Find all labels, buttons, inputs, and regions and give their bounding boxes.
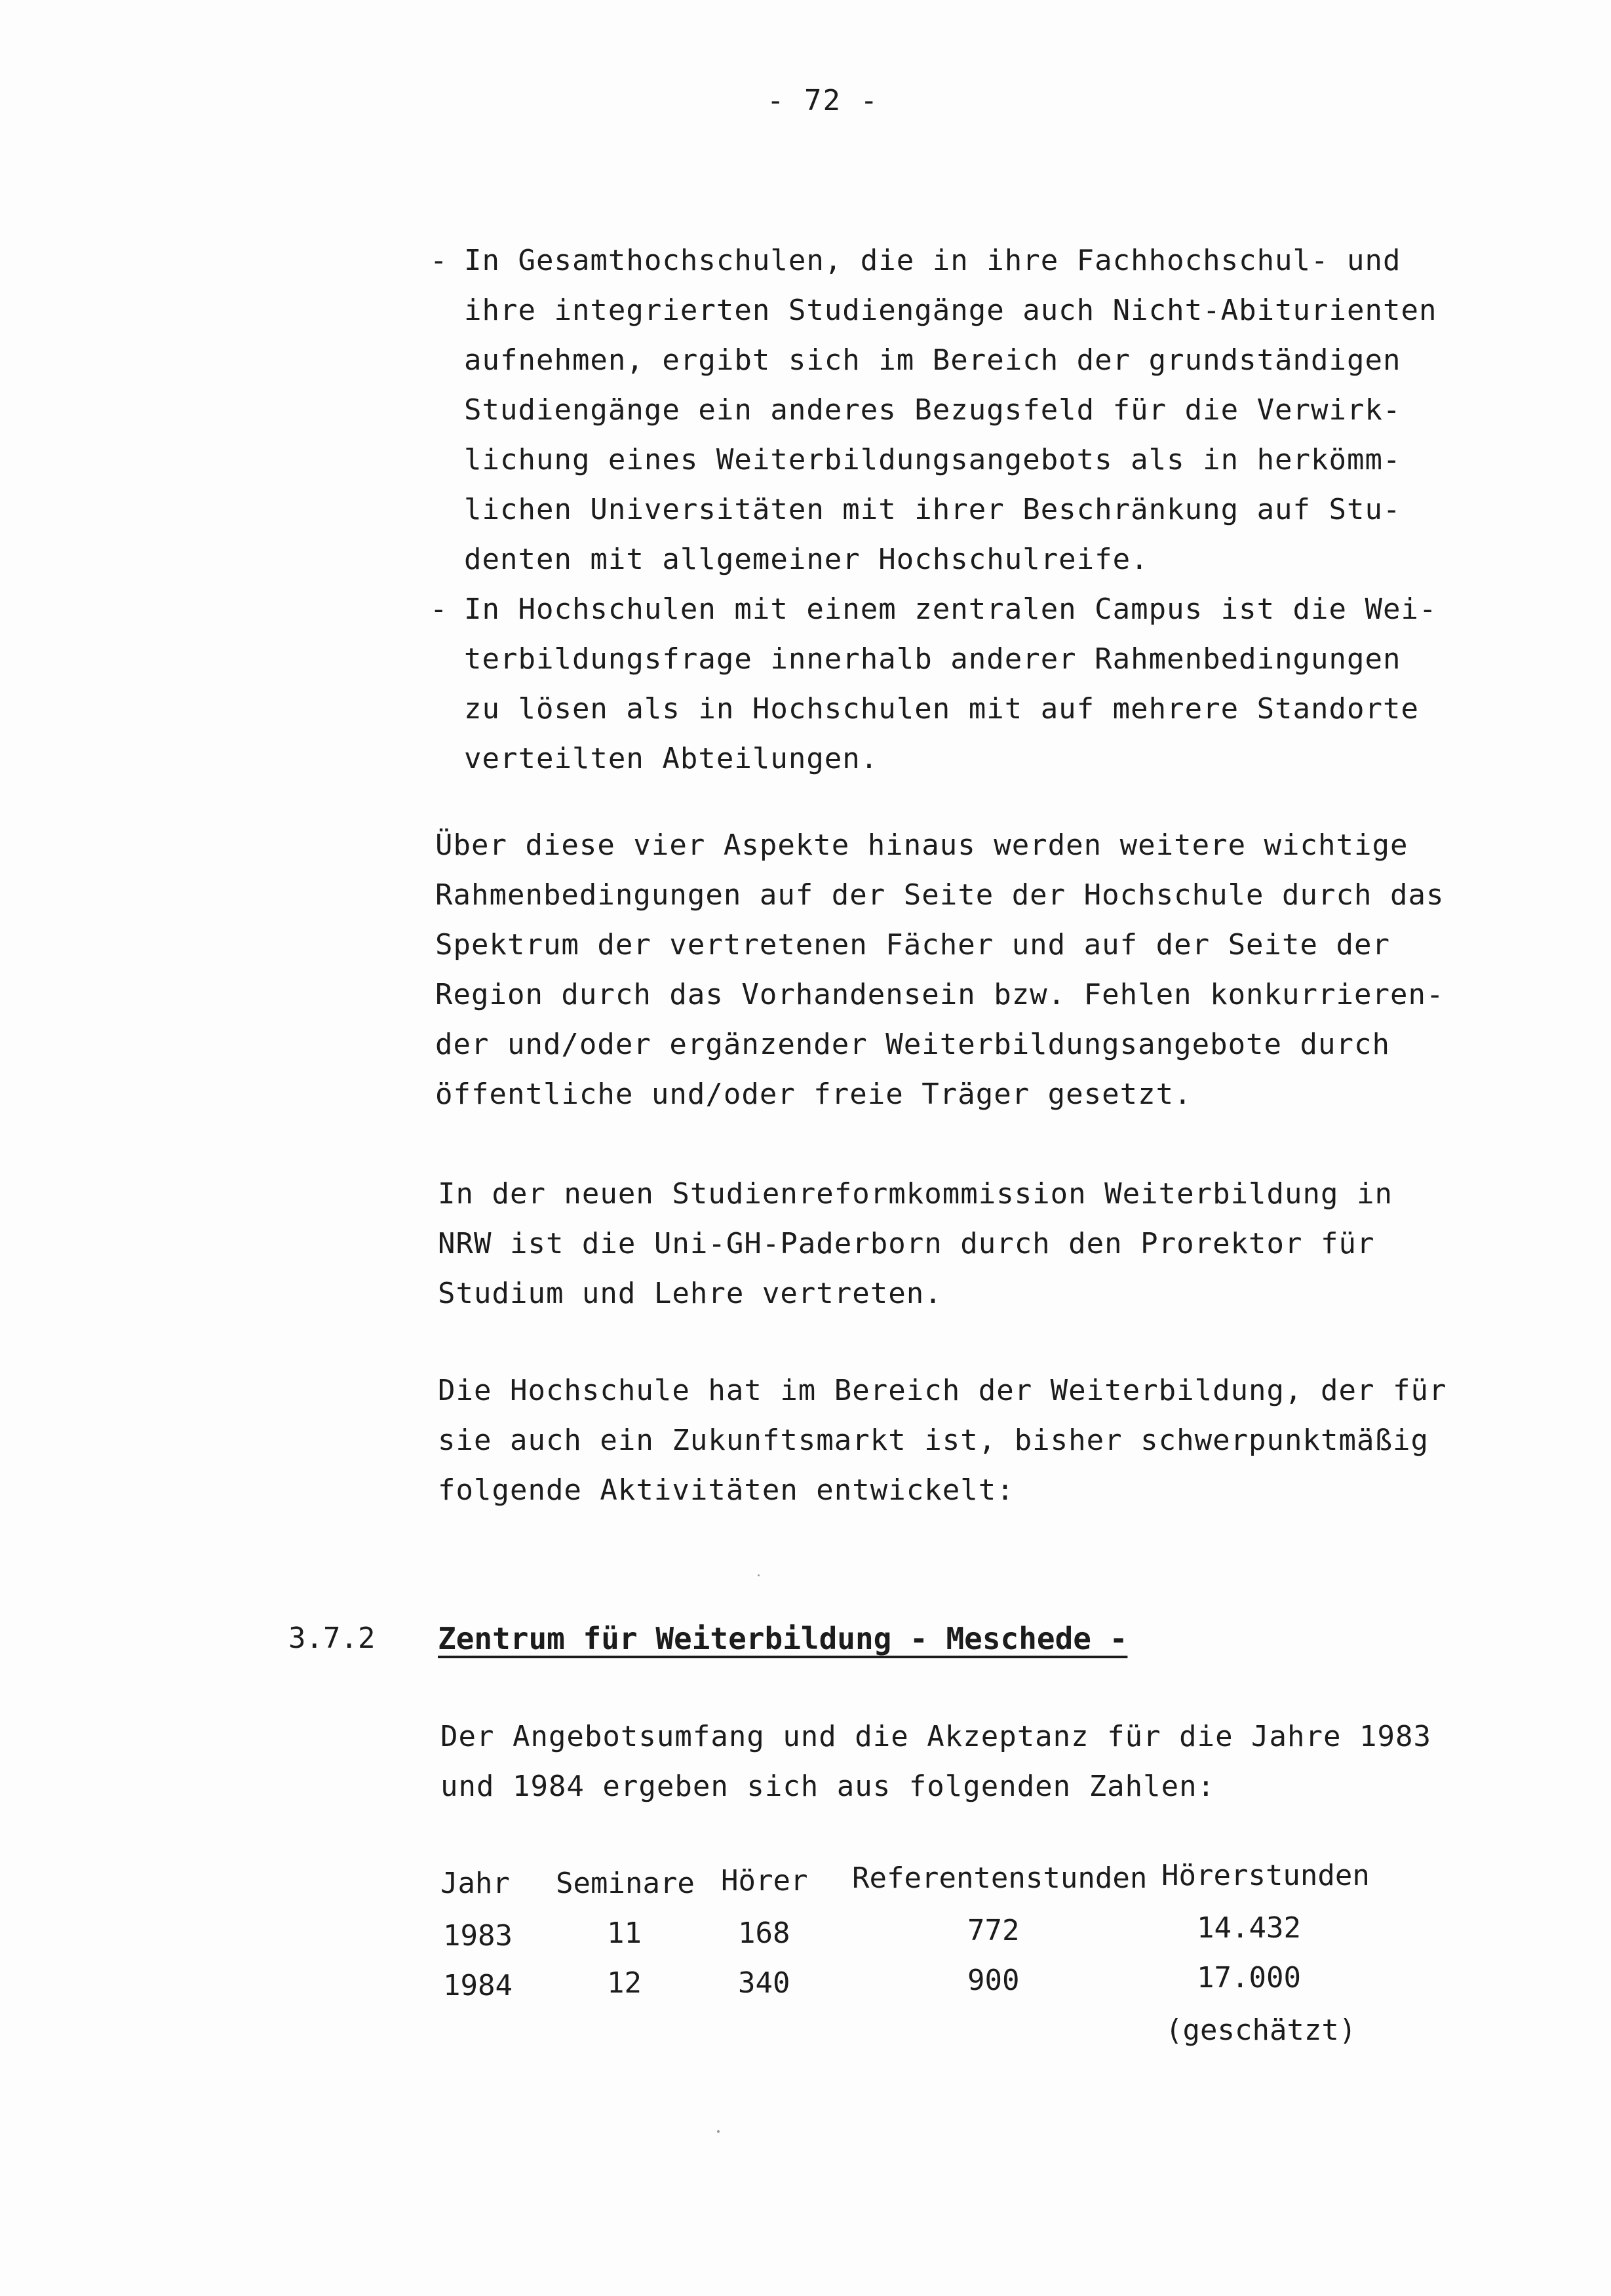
text-line: Über diese vier Aspekte hinaus werden weitere wichtige xyxy=(435,828,1408,862)
table-note: (geschätzt) xyxy=(1165,2014,1357,2047)
cell-hoerer: 168 xyxy=(738,1917,790,1950)
column-header-hoererstunden: Hörerstunden xyxy=(1161,1859,1370,1892)
section-number: 3.7.2 xyxy=(288,1622,376,1655)
bullet-dash: - xyxy=(430,244,448,277)
text-line: In Gesamthochschulen, die in ihre Fachhochschul- und xyxy=(464,244,1401,277)
text-line: In Hochschulen mit einem zentralen Campus ist die Wei- xyxy=(464,593,1437,626)
cell-jahr: 1983 xyxy=(443,1919,513,1953)
text-line: Die Hochschule hat im Bereich der Weiterbildung, der für xyxy=(438,1374,1447,1407)
column-header-seminare: Seminare xyxy=(556,1867,695,1900)
text-line: öffentliche und/oder freie Träger gesetzt. xyxy=(435,1078,1192,1111)
text-line: ihre integrierten Studiengänge auch Nicht-Abiturienten xyxy=(464,294,1437,327)
text-line: verteilten Abteilungen. xyxy=(464,742,879,775)
text-line: Der Angebotsumfang und die Akzeptanz für die Jahre 1983 xyxy=(440,1720,1431,1753)
text-line: sie auch ein Zukunftsmarkt ist, bisher schwerpunktmäßig xyxy=(438,1424,1429,1457)
cell-hoerer: 340 xyxy=(738,1966,790,2000)
cell-hoererstunden: 14.432 xyxy=(1197,1911,1301,1945)
text-line: Studiengänge ein anderes Bezugsfeld für die Verwirk- xyxy=(464,393,1401,427)
scan-speck xyxy=(758,1574,760,1576)
text-line: lichen Universitäten mit ihrer Beschränkung auf Stu- xyxy=(464,493,1401,526)
text-line: zu lösen als in Hochschulen mit auf mehrere Standorte xyxy=(464,692,1419,726)
text-line: In der neuen Studienreformkommission Weiterbildung in xyxy=(438,1177,1393,1211)
column-header-hoerer: Hörer xyxy=(721,1864,808,1897)
column-header-referentenstunden: Referentenstunden xyxy=(852,1861,1148,1895)
cell-jahr: 1984 xyxy=(443,1969,513,2002)
text-line: aufnehmen, ergibt sich im Bereich der grundständigen xyxy=(464,343,1401,377)
text-line: und 1984 ergeben sich aus folgenden Zahlen: xyxy=(440,1770,1216,1803)
column-header-jahr: Jahr xyxy=(440,1867,510,1900)
text-line: Rahmenbedingungen auf der Seite der Hochschule durch das xyxy=(435,878,1445,912)
text-line: der und/oder ergänzender Weiterbildungsangebote durch xyxy=(435,1028,1390,1061)
cell-seminare: 11 xyxy=(607,1917,642,1950)
cell-referentenstunden: 772 xyxy=(967,1914,1020,1947)
cell-hoererstunden: 17.000 xyxy=(1197,1961,1301,1994)
text-line: lichung eines Weiterbildungsangebots als in herkömm- xyxy=(464,443,1401,477)
bullet-dash: - xyxy=(430,593,448,626)
text-line: folgende Aktivitäten entwickelt: xyxy=(438,1473,1015,1507)
text-line: Region durch das Vorhandensein bzw. Fehlen konkurrieren- xyxy=(435,978,1445,1011)
cell-referentenstunden: 900 xyxy=(967,1964,1020,1997)
text-line: Studium und Lehre vertreten. xyxy=(438,1277,942,1310)
scan-speck xyxy=(717,2130,720,2133)
section-title: Zentrum für Weiterbildung - Meschede - xyxy=(438,1621,1128,1656)
text-line: NRW ist die Uni-GH-Paderborn durch den Prorektor für xyxy=(438,1227,1375,1260)
text-line: terbildungsfrage innerhalb anderer Rahmenbedingungen xyxy=(464,642,1401,676)
text-line: denten mit allgemeiner Hochschulreife. xyxy=(464,543,1149,576)
page-number: - 72 - xyxy=(767,84,879,117)
text-line: Spektrum der vertretenen Fächer und auf der Seite der xyxy=(435,928,1390,962)
cell-seminare: 12 xyxy=(607,1966,642,2000)
